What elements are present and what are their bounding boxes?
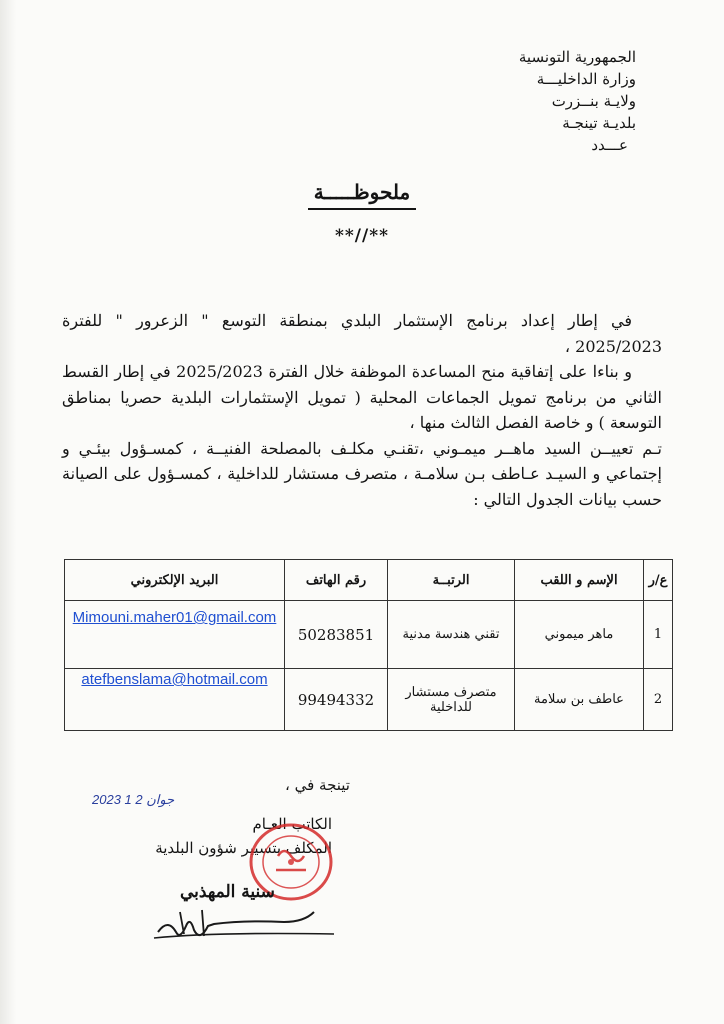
body-paragraph-1: في إطار إعداد برنامج الإستثمار البلدي بمنطقة التوسع " الزعرور " للفترة 2025/2023 ، [62,311,662,356]
document-title: ملحوظـــــة [308,180,417,210]
header-email: البريد الإلكتروني [65,560,285,601]
table-header-row [65,560,673,601]
letterhead-republic: الجمهورية التونسية [518,48,636,66]
document-body [62,308,662,512]
signatory-role-detail: المكلف بتسيير شؤون البلدية [155,839,332,857]
signature-place: تينجة في ، [284,776,350,794]
cell-email [65,669,285,731]
cell-num: 1 [644,601,673,669]
letterhead-ministry: وزارة الداخليـــة [536,70,636,88]
cell-rank: تقني هندسة مدنية [388,601,515,669]
header-num: ع/ر [644,560,673,601]
cell-phone: 50283851 [285,601,388,669]
header-phone: رقم الهاتف [285,560,388,601]
email-link[interactable]: atefbenslama@hotmail.com [81,671,268,688]
cell-name: عاطف بن سلامة [515,669,644,731]
scan-edge-shadow [0,0,16,1024]
letterhead-municipality: بلديـة تينجـة [562,114,636,132]
handwritten-signature-icon [150,892,350,948]
table-row [65,601,673,669]
staff-table [64,559,673,731]
cell-phone: 99494332 [285,669,388,731]
cell-name: ماهر ميموني [515,601,644,669]
title-marker: **//** [335,226,389,246]
header-name: الإسم و اللقب [515,560,644,601]
date-stamp: 2023 جوان 2 1 [92,792,175,807]
cell-num: 2 [644,669,673,731]
table-row [65,669,673,731]
body-paragraph-3: تـم تعييــن السيد ماهــر ميمـوني ،تقنـي مكلـف بالمصلحة الفنيــة ، كمسـؤول بيئـي و إجتماعي و السيـد عـاطف بـن سلامـة ، متصرف مستشار للداخلية ، كمسـؤول على الصيانة حسب بيانات الجدول التالي : [62,438,662,509]
signatory-name: سنية المهذبي [180,882,275,902]
cell-rank: متصرف مستشار للداخلية [388,669,515,731]
document-title-wrap [0,180,724,210]
header-rank: الرتبــة [388,560,515,601]
cell-email [65,601,285,669]
letterhead-number: عـــدد [591,136,628,154]
body-paragraph-2: و بناءا على إتفاقية منح المساعدة الموظفة خلال الفترة 2025/2023 في إطار القسط الثاني من برنامج تمويل الجماعات المحلية ( تمويل الإستثمارات البلدية حصريا بمناطق التوسعة ) و خاصة الفصل الثالث منها ، [62,362,662,432]
signatory-role: الكاتب العـام [252,815,332,833]
letterhead-governorate: ولايـة بنــزرت [551,92,636,110]
letterhead [416,46,636,156]
email-link[interactable]: Mimouni.maher01@gmail.com [72,609,277,626]
